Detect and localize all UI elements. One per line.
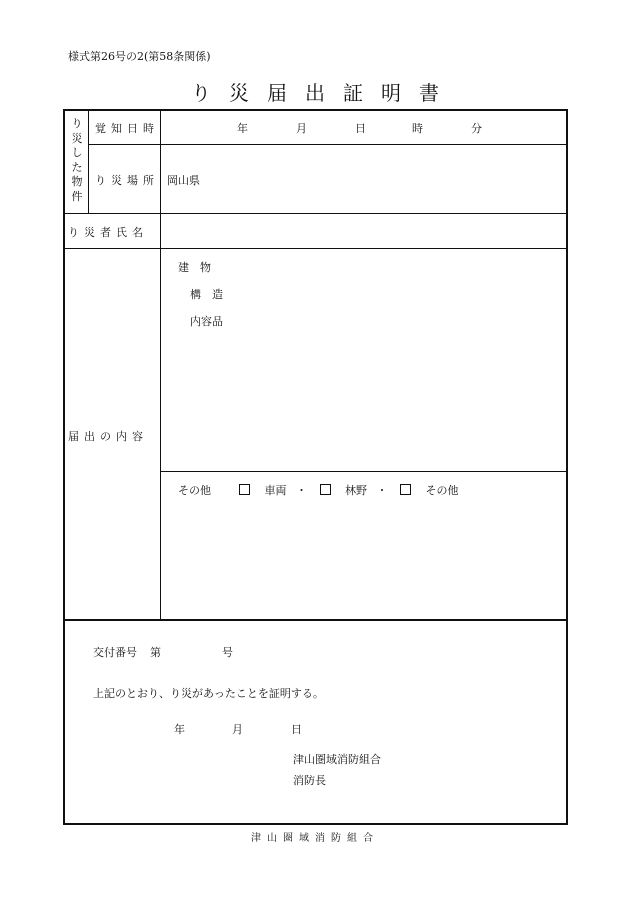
option-separator: ・ [296,484,307,497]
issue-number-label: 交付番号 [93,646,137,659]
issue-number-prefix: 第 [150,646,161,659]
discovery-datetime-label: 覚知日時 [95,122,159,135]
footer-org-name: 津山圏域消防組合 [251,833,379,844]
structure-label: 構 造 [190,288,223,301]
location-value[interactable]: 岡山県 [167,174,200,187]
location-label: り災場所 [95,174,159,187]
col-divider-label [160,110,161,619]
form-table [63,109,568,825]
row-divider-certificate [64,619,567,621]
datetime-day-unit: 日 [355,122,366,135]
group-char: し [71,146,83,159]
row-divider-other [161,471,567,472]
datetime-month-unit: 月 [296,122,307,135]
forest-checkbox[interactable] [320,484,331,495]
cert-date-month: 月 [232,723,243,736]
issuer-title: 消防長 [293,774,326,787]
datetime-year-unit: 年 [237,122,248,135]
victim-name-label: り災者氏名 [68,226,148,239]
property-group-label [68,117,86,204]
option-separator: ・ [376,484,388,497]
datetime-hour-unit: 時 [412,122,423,135]
vehicle-checkbox[interactable] [239,484,250,495]
datetime-minute-unit: 分 [471,122,482,135]
other-option-label: その他 [425,484,459,497]
group-char: 物 [71,175,83,188]
contents-label: 内容品 [190,315,223,328]
group-char: り [71,117,83,130]
issuer-organization: 津山圏域消防組合 [293,753,381,766]
group-char: 災 [71,131,83,145]
row-divider-property [64,213,567,214]
col-divider-group [88,110,89,213]
row-divider-victim [64,248,567,249]
other-label: その他 [178,484,211,497]
document-title: り災届出証明書 [191,81,457,105]
certificate-statement: 上記のとおり、り災があったことを証明する。 [93,687,324,700]
other-checkbox[interactable] [400,484,411,495]
report-contents-label: 届出の内容 [68,430,148,443]
forest-option-label: 林野 [345,484,367,497]
cert-date-year: 年 [174,723,185,736]
other-category [178,482,459,498]
vehicle-option-label: 車両 [264,484,287,497]
issue-number-suffix: 号 [222,646,233,659]
form-reference: 様式第26号の2(第58条関係) [68,50,211,63]
group-char: 件 [71,189,83,203]
cert-date-day: 日 [291,723,302,736]
building-label: 建 物 [178,261,211,274]
group-char: た [71,160,83,174]
